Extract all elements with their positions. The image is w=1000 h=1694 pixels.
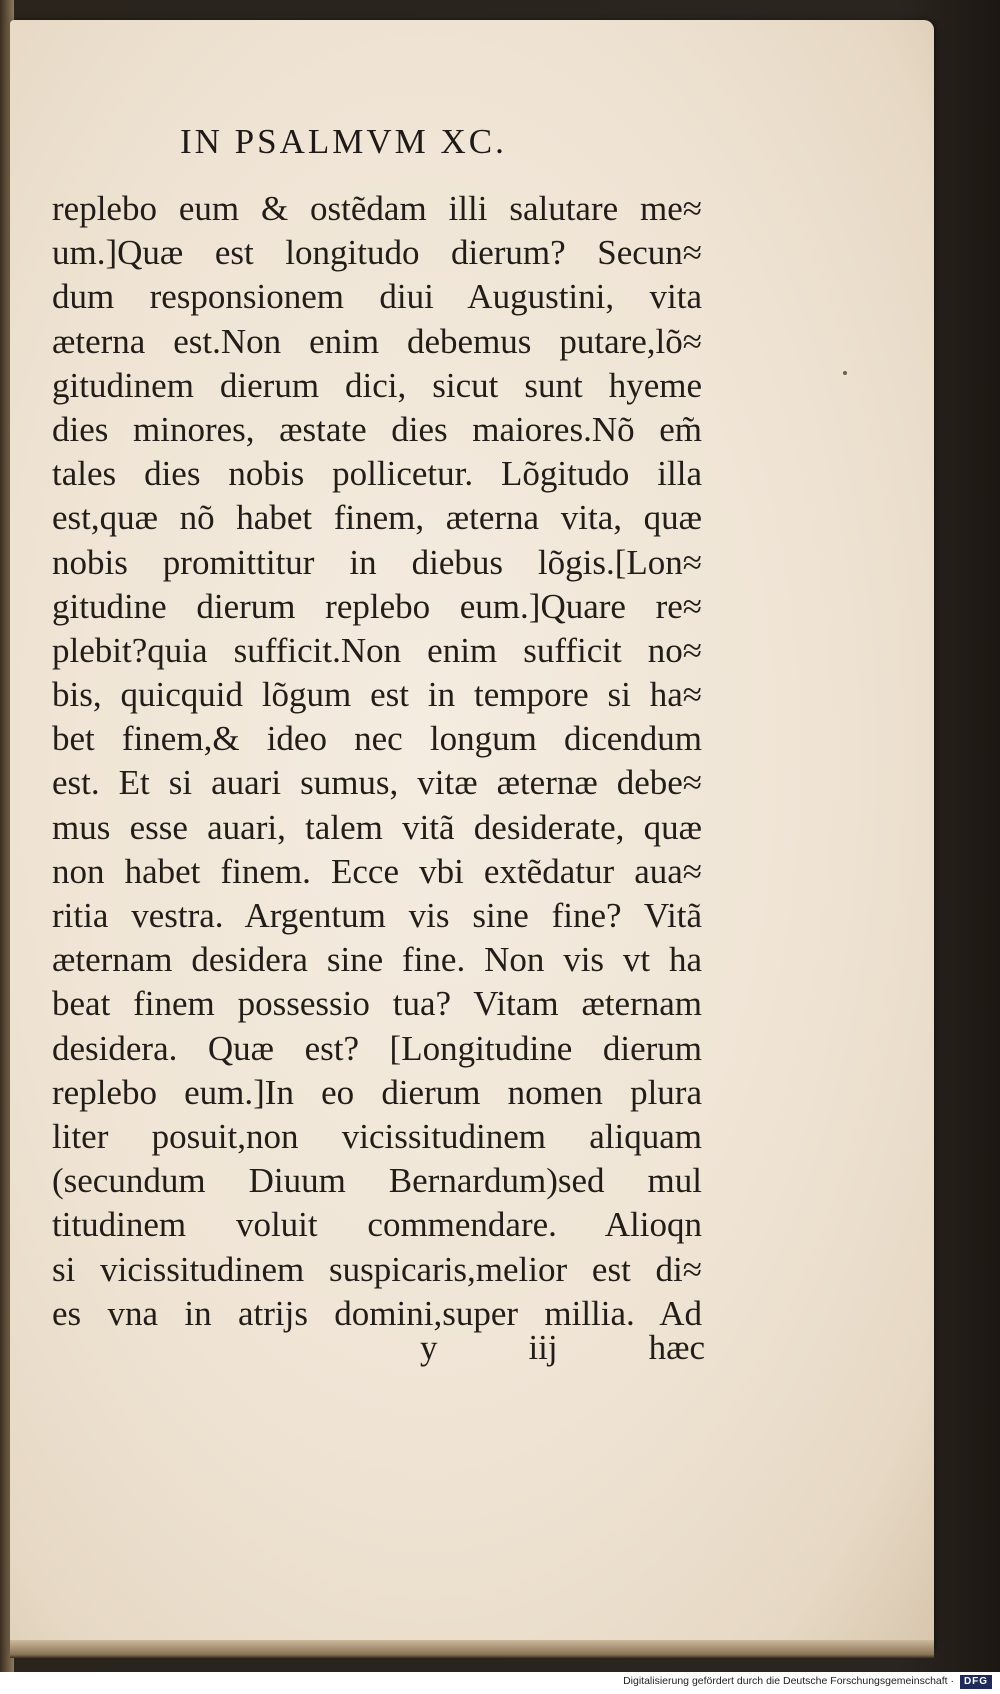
- signature-line: [420, 1328, 705, 1368]
- text-line: non habet finem. Ecce vbi extẽdatur aua≈: [52, 851, 702, 891]
- text-line: nobis promittitur in diebus lõgis.[Lon≈: [52, 542, 702, 582]
- catchword: hæc: [648, 1328, 705, 1367]
- text-line: ritia vestra. Argentum vis sine fine? Vitã: [52, 896, 702, 935]
- dfg-logo: DFG: [960, 1675, 992, 1689]
- text-line: bet finem,& ideo nec longum dicendum: [52, 719, 702, 759]
- text-line: mus esse auari, talem vitã desiderate, quæ: [52, 807, 702, 847]
- paper-speck: [843, 371, 847, 375]
- text-line: (secundum Diuum Bernardum)sed mul: [52, 1161, 702, 1201]
- text-line: um.]Quæ est longitudo dierum? Secun≈: [52, 233, 702, 273]
- body-text: [52, 187, 702, 1336]
- text-line: si vicissitudinem suspicaris,melior est di≈: [52, 1249, 702, 1289]
- funding-credit: Digitalisierung gefördert durch die Deutsche Forschungsgemeinschaft ·: [623, 1675, 954, 1687]
- text-line: desidera. Quæ est? [Longitudine dierum: [52, 1028, 702, 1068]
- signature-number: iij: [528, 1328, 558, 1367]
- signature-letter: y: [420, 1328, 438, 1367]
- text-line: tales dies nobis pollicetur. Lõgitudo illa: [52, 454, 702, 494]
- page-bottom-edge: [10, 1640, 934, 1658]
- text-line: gitudinem dierum dici, sicut sunt hyeme: [52, 365, 702, 405]
- text-line: est,quæ nõ habet finem, æterna vita, quæ: [52, 498, 702, 538]
- text-line: replebo eum.]In eo dierum nomen plura: [52, 1072, 702, 1112]
- running-head: IN PSALMVM XC.: [180, 122, 507, 161]
- text-line: beat finem possessio tua? Vitam æternam: [52, 984, 702, 1024]
- text-line: es vna in atrijs domini,super millia. Ad: [52, 1293, 702, 1333]
- text-line: dies minores, æstate dies maiores.Nõ em̃: [52, 409, 702, 449]
- text-line: replebo eum & ostẽdam illi salutare me≈: [52, 189, 702, 228]
- footer-bar: [0, 1672, 1000, 1694]
- text-line: est. Et si auari sumus, vitæ æternæ debe≈: [52, 763, 702, 803]
- text-line: æternam desidera sine fine. Non vis vt ha: [52, 940, 702, 980]
- text-line: bis, quicquid lõgum est in tempore si ha≈: [52, 675, 702, 715]
- text-line: titudinem voluit commendare. Alioqn: [52, 1205, 702, 1245]
- text-line: dum responsionem diui Augustini, vita: [52, 277, 702, 317]
- text-line: æterna est.Non enim debemus putare,lõ≈: [52, 321, 702, 361]
- text-line: liter posuit,non vicissitudinem aliquam: [52, 1116, 702, 1156]
- text-line: gitudine dierum replebo eum.]Quare re≈: [52, 586, 702, 626]
- text-line: plebit?quia sufficit.Non enim sufficit no≈: [52, 630, 702, 670]
